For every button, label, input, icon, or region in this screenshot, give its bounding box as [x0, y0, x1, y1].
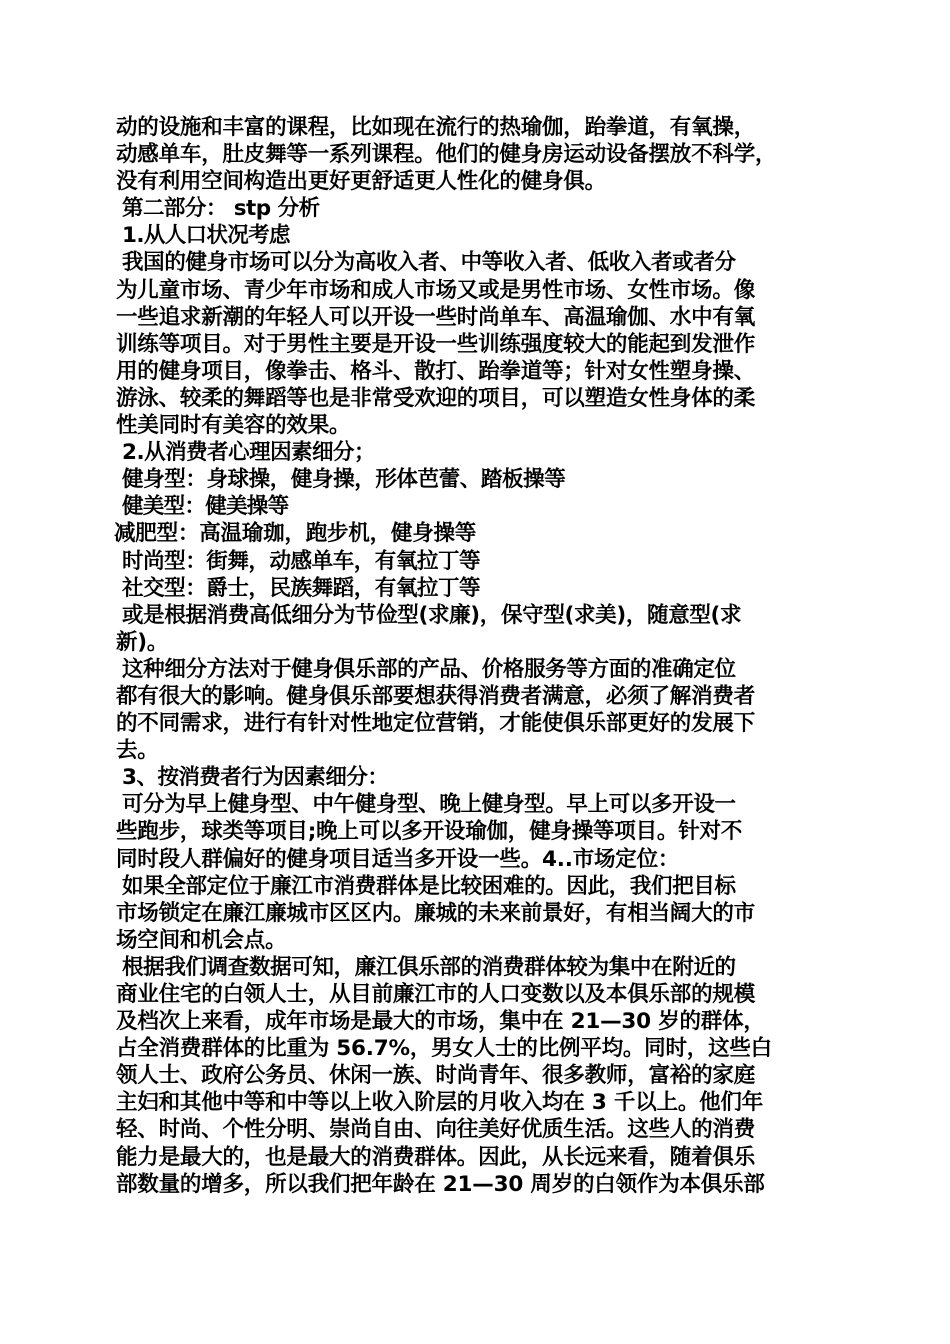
text-line: 些跑步，球类等项目;晚上可以多开设瑜伽，健身操等项目。针对不	[116, 819, 743, 845]
text-line: 健美型：健美操等	[122, 494, 289, 520]
text-line: 性美同时有美容的效果。	[116, 413, 351, 439]
text-line: 部数量的增多，所以我们把年龄在 21—30 周岁的白领作为本俱乐部	[116, 1171, 765, 1197]
text-line: 1.从人口状况考虑	[122, 223, 290, 249]
text-line: 轻、时尚、个性分明、崇尚自由、向往美好优质生活。这些人的消费	[116, 1117, 756, 1143]
text-line: 根据我们调查数据可知，廉江俱乐部的消费群体较为集中在附近的	[122, 954, 736, 980]
text-line: 没有利用空间构造出更好更舒适更人性化的健身俱。	[116, 169, 606, 195]
text-line: 游泳、较柔的舞蹈等也是非常受欢迎的项目，可以塑造女性身体的柔	[116, 385, 756, 411]
text-line: 主妇和其他中等和中等以上收入阶层的月收入均在 3 千以上。他们年	[116, 1090, 764, 1116]
text-line: 健身型：身球操，健身操，形体芭蕾、踏板操等	[122, 467, 566, 493]
text-line: 市场锁定在廉江廉城市区区内。廉城的未来前景好，有相当阔大的市	[116, 900, 756, 926]
text-line: 的不同需求，进行有针对性地定位营销，才能使俱乐部更好的发展下	[116, 711, 756, 737]
text-line: 商业住宅的白领人士，从目前廉江市的人口变数以及本俱乐部的规模	[116, 982, 756, 1007]
text-line: 动的设施和丰富的课程，比如现在流行的热瑜伽，跆拳道，有氧操，	[116, 115, 756, 140]
text-line: 这种细分方法对于健身俱乐部的产品、价格服务等方面的准确定位	[122, 656, 736, 682]
text-line: 及档次上来看，成年市场是最大的市场，集中在 21—30 岁的群体，	[116, 1009, 765, 1035]
text-line: 能力是最大的，也是最大的消费群体。因此，从长远来看，随着俱乐	[116, 1144, 756, 1170]
text-line: 我国的健身市场可以分为高收入者、中等收入者、低收入者或者分	[122, 250, 736, 276]
text-line: 领人士、政府公务员、休闲一族、时尚青年、很多教师，富裕的家庭	[116, 1063, 756, 1089]
text-line: 同时段人群偏好的健身项目适当多开设一些。4..市场定位：	[116, 846, 680, 872]
text-line: 动感单车，肚皮舞等一系列课程。他们的健身房运动设备摆放不科学，	[116, 142, 777, 168]
text-line: 时尚型：街舞，动感单车，有氧拉丁等	[122, 548, 481, 574]
text-line: 一些追求新潮的年轻人可以开设一些时尚单车、高温瑜伽、水中有氧	[116, 304, 756, 330]
text-line: 新)。	[116, 629, 169, 655]
text-line: 可分为早上健身型、中午健身型、晚上健身型。早上可以多开设一	[122, 792, 736, 818]
text-line: 用的健身项目，像拳击、格斗、散打、跆拳道等；针对女性塑身操、	[116, 358, 756, 384]
text-line: 场空间和机会点。	[116, 927, 287, 953]
text-line: 都有很大的影响。健身俱乐部要想获得消费者满意，必须了解消费者	[116, 683, 756, 709]
text-line: 第二部分： stp 分析	[122, 196, 320, 222]
text-line: 为儿童市场、青少年市场和成人市场又或是男性市场、女性市场。像	[116, 277, 756, 303]
text-line: 3、按消费者行为因素细分：	[122, 765, 389, 791]
document-body	[116, 114, 838, 1198]
text-line: 占全消费群体的比重为 56.7%，男女人士的比例平均。同时，这些白	[116, 1036, 772, 1062]
text-line: 如果全部定位于廉江市消费群体是比较困难的。因此，我们把目标	[122, 873, 736, 899]
text-line: 训练等项目。对于男性主要是开设一些训练强度较大的能起到发泄作	[116, 331, 756, 357]
text-line: 社交型：爵士，民族舞蹈，有氧拉丁等	[122, 575, 481, 601]
text-line: 2.从消费者心理因素细分；	[122, 440, 376, 466]
text-line: 减肥型：高温瑜珈，跑步机，健身操等	[114, 521, 477, 547]
text-line: 去。	[116, 738, 159, 764]
text-line: 或是根据消费高低细分为节俭型(求廉)，保守型(求美)，随意型(求	[122, 602, 742, 628]
